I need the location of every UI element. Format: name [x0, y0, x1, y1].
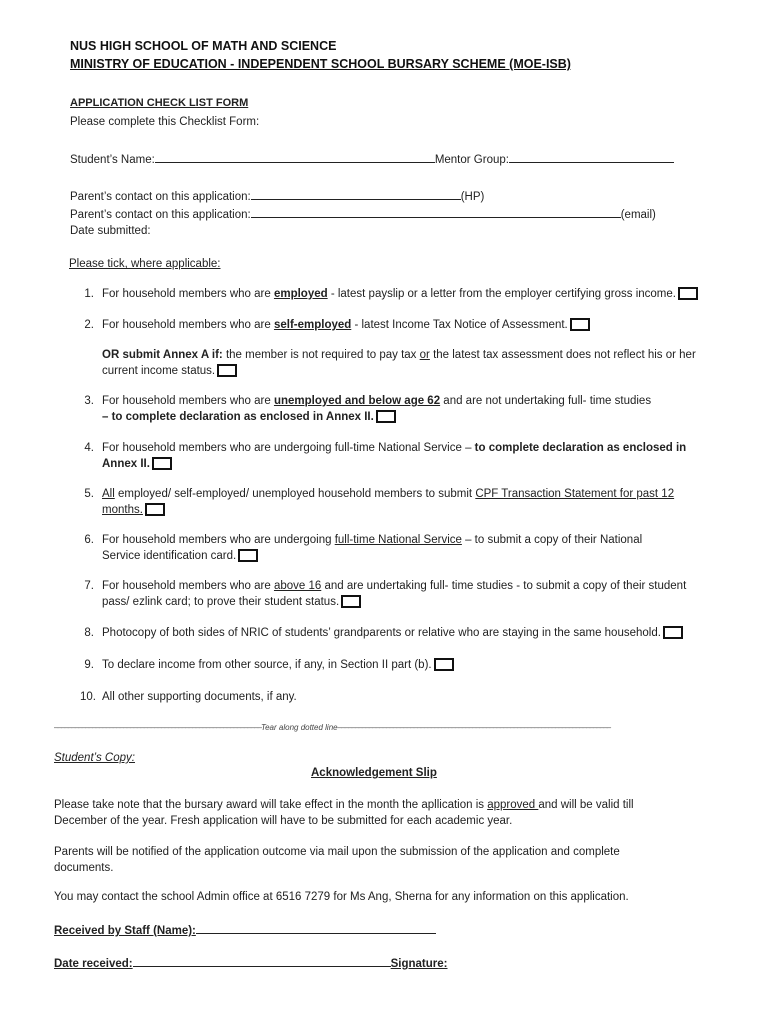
- item-keyword: above 16: [273, 580, 322, 592]
- hp-suffix: (HP): [460, 191, 485, 203]
- item-text: the latest tax assessment does not reflect his or her current income status.: [102, 349, 696, 377]
- slip-text: Please take note that the bursary award will take effect in the month the apllication is: [54, 799, 488, 811]
- item-text: or: [419, 349, 430, 361]
- item-text: For household members who are: [102, 580, 274, 592]
- item-text: For household members who are: [102, 395, 274, 407]
- student-name-row: [70, 151, 674, 166]
- checkbox-annex-a[interactable]: [217, 364, 237, 377]
- student-name-field[interactable]: [155, 151, 435, 163]
- checkbox-3[interactable]: [376, 410, 396, 423]
- parent-hp-row: [70, 188, 484, 203]
- item-keyword: self-employed: [273, 319, 352, 331]
- tear-label: Tear along dotted line: [260, 723, 338, 732]
- item-text: All other supporting documents, if any.: [102, 691, 297, 703]
- date-received-row: [54, 955, 448, 970]
- checkbox-4[interactable]: [152, 457, 172, 470]
- item-text: All: [102, 488, 115, 500]
- date-received-field[interactable]: [133, 955, 391, 967]
- or-annex-label: OR submit Annex A if:: [102, 349, 223, 361]
- checkbox-5[interactable]: [145, 503, 165, 516]
- slip-paragraph-2: Parents will be notified of the application outcome via mail upon the submission of the application and complete documents.: [54, 846, 620, 874]
- item-text: - latest payslip or a letter from the employer certifying gross income.: [327, 288, 676, 300]
- checkbox-2[interactable]: [570, 318, 590, 331]
- slip-title: Acknowledgement Slip: [311, 767, 437, 779]
- item-text: the member is not required to pay tax: [222, 349, 420, 361]
- item-text: For household members who are: [102, 288, 274, 300]
- tear-line: ––––––––––––––––––––––––––––––––––––––––––––––––––––––––––––Tear along dotted line–––––––––––––––––––––––––––––––––––––––––––––––––––––––––––––––––––––––––––––––: [54, 723, 611, 732]
- parent-email-row: [70, 206, 656, 221]
- form-title: APPLICATION CHECK LIST FORM: [70, 97, 249, 109]
- item-keyword: employed: [273, 288, 328, 300]
- parent-hp-field[interactable]: [251, 188, 461, 200]
- checkbox-7[interactable]: [341, 595, 361, 608]
- item-text: and are undertaking full- time studies - to submit a copy of their student pass/ ezlink card; to prove their student status.: [102, 580, 687, 608]
- item-number: 4.: [84, 442, 94, 454]
- signature-label: Signature:: [390, 958, 448, 970]
- form-instruction: Please complete this Checklist Form:: [70, 116, 260, 128]
- date-received-label: Date received:: [54, 958, 133, 970]
- mentor-group-field[interactable]: [509, 151, 674, 163]
- item-number: 10.: [80, 691, 96, 703]
- checkbox-6[interactable]: [238, 549, 258, 562]
- item-keyword: unemployed and below age 62: [273, 395, 441, 407]
- slip-paragraph-3: You may contact the school Admin office at 6516 7279 for Ms Ang, Sherna for any information on this application.: [54, 891, 629, 903]
- item-text: employed/ self-employed/ unemployed household members to submit: [114, 488, 476, 500]
- student-name-label: Student’s Name:: [70, 154, 155, 166]
- item-text: For household members who are: [102, 319, 274, 331]
- item-number: 8.: [84, 627, 94, 639]
- slip-paragraph-1: [54, 797, 674, 829]
- item-text: For household members who are undergoing: [102, 534, 335, 546]
- received-by-row: [54, 922, 436, 937]
- item-text: – to complete declaration as enclosed in Annex II.: [102, 411, 374, 423]
- scheme-title: MINISTRY OF EDUCATION - INDEPENDENT SCHOOL BURSARY SCHEME (MOE-ISB): [70, 57, 571, 71]
- item-text: To declare income from other source, if any, in Section II part (b).: [102, 659, 432, 671]
- item-number: 2.: [84, 319, 94, 331]
- checkbox-8[interactable]: [663, 626, 683, 639]
- slip-text: and will be valid till December of the year. Fresh application will have to be submitted for each academic year.: [54, 799, 634, 827]
- mentor-group-label: Mentor Group:: [434, 154, 509, 166]
- date-submitted-label: Date submitted:: [70, 225, 151, 237]
- checkbox-9[interactable]: [434, 658, 454, 671]
- item-text: and are not undertaking full- time studies: [440, 395, 652, 407]
- school-name: NUS HIGH SCHOOL OF MATH AND SCIENCE: [70, 39, 337, 53]
- item-text: – to submit a copy of their National Service identification card.: [102, 534, 643, 562]
- parent-contact-label: Parent’s contact on this application:: [70, 191, 251, 203]
- received-by-label: Received by Staff (Name):: [54, 925, 196, 937]
- item-number: 3.: [84, 395, 94, 407]
- slip-text: approved: [487, 799, 539, 811]
- item-keyword: full-time National Service: [334, 534, 462, 546]
- item-keyword: CPF Transaction Statement for past 12 months.: [102, 488, 675, 516]
- item-text: Photocopy of both sides of NRIC of students’ grandparents or relative who are staying in the same household.: [102, 627, 661, 639]
- item-number: 9.: [84, 659, 94, 671]
- tick-instruction: Please tick, where applicable:: [69, 258, 221, 270]
- item-number: 1.: [84, 288, 94, 300]
- email-suffix: (email): [620, 209, 656, 221]
- item-text: - latest Income Tax Notice of Assessment.: [351, 319, 568, 331]
- student-copy-label: Student’s Copy:: [54, 752, 135, 764]
- item-number: 7.: [84, 580, 94, 592]
- item-number: 5.: [84, 488, 94, 500]
- parent-contact-label: Parent’s contact on this application:: [70, 209, 251, 221]
- parent-email-field[interactable]: [251, 206, 621, 218]
- checkbox-1[interactable]: [678, 287, 698, 300]
- item-keyword: to complete declaration as enclosed in Annex II.: [102, 442, 687, 470]
- item-number: 6.: [84, 534, 94, 546]
- received-by-field[interactable]: [196, 922, 436, 934]
- item-text: For household members who are undergoing full-time National Service –: [102, 442, 475, 454]
